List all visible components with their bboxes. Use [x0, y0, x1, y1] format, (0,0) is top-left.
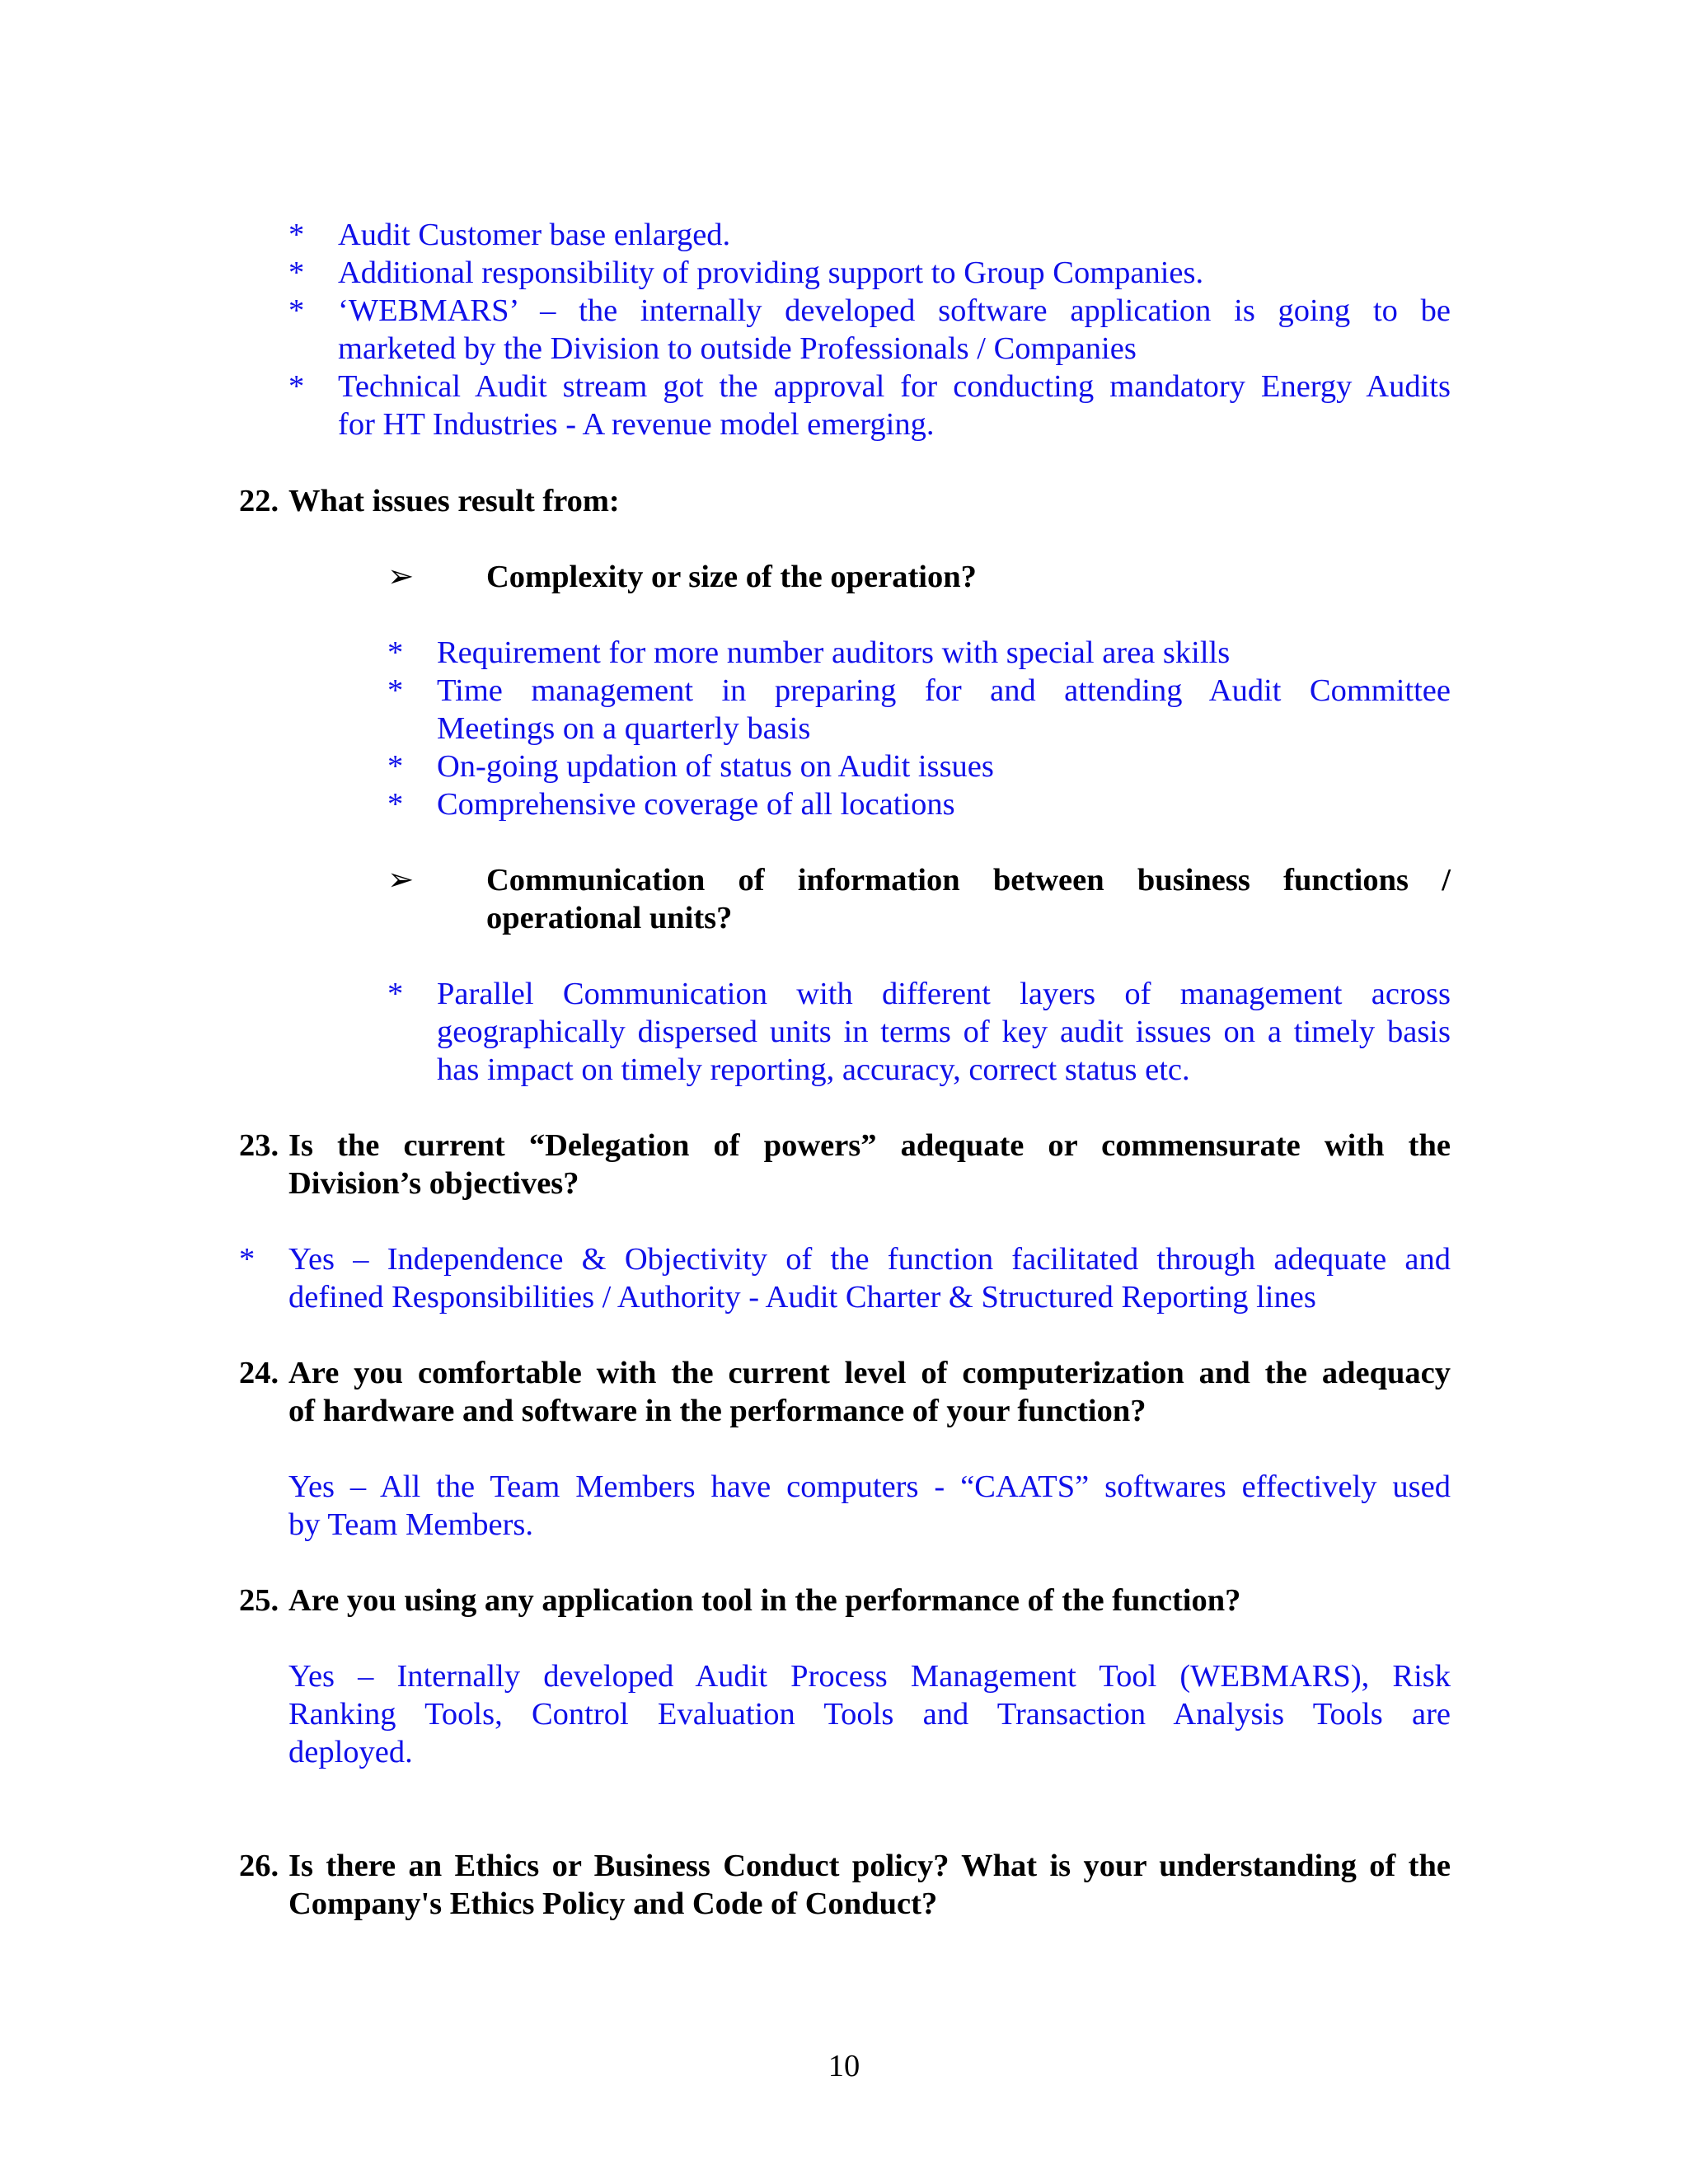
question-title: Are you comfortable with the current level of computerization and the adequacy of hardware and software in the performance of your function? — [288, 1356, 1451, 1428]
question-title: Are you using any application tool in the performance of the function? — [288, 1583, 1241, 1618]
list-item: ‘WEBMARS’ – the internally developed software application is going to be marketed by the Division to outside Professionals / Companies — [338, 293, 1451, 366]
answer-text: Yes – All the Team Members have computers - “CAATS” softwares effectively used by Team Members. — [288, 1469, 1451, 1542]
sub-question-title: Complexity or size of the operation? — [486, 560, 977, 594]
answer-text: Yes – Internally developed Audit Process Management Tool (WEBMARS), Risk Ranking Tools, Control Evaluation Tools and Transaction Analysis Tools are deployed. — [288, 1659, 1451, 1769]
bullet-marker: * — [387, 749, 404, 784]
bullet-marker: * — [387, 673, 404, 708]
question-title: What issues result from: — [288, 484, 620, 518]
bullet-marker: * — [387, 787, 404, 822]
list-item: Parallel Communication with different layers of management across geographically dispersed units in terms of key audit issues on a timely basis has impact on timely reporting, accuracy, correct status etc. — [437, 977, 1451, 1087]
bullet-marker: * — [288, 218, 305, 252]
question-title: Is the current “Delegation of powers” adequate or commensurate with the Division’s objectives? — [288, 1128, 1451, 1201]
bullet-marker: * — [288, 369, 305, 404]
list-item: Additional responsibility of providing support to Group Companies. — [338, 255, 1204, 290]
bullet-marker: * — [288, 255, 305, 290]
arrow-bullet-icon: ➢ — [387, 863, 415, 898]
list-item: On-going updation of status on Audit issues — [437, 749, 994, 784]
list-item: Time management in preparing for and attending Audit Committee Meetings on a quarterly basis — [437, 673, 1451, 746]
question-number: 22. — [239, 484, 279, 518]
bullet-marker: * — [239, 1242, 256, 1277]
bullet-marker: * — [387, 977, 404, 1011]
question-number: 26. — [239, 1849, 279, 1883]
page-number: 10 — [828, 2049, 860, 2083]
question-title: Is there an Ethics or Business Conduct policy? What is your understanding of the Company's Ethics Policy and Code of Conduct? — [288, 1849, 1451, 1921]
bullet-marker: * — [387, 635, 404, 670]
list-item: Technical Audit stream got the approval for conducting mandatory Energy Audits for HT Industries - A revenue model emerging. — [338, 369, 1451, 442]
list-item: Requirement for more number auditors with special area skills — [437, 635, 1231, 670]
list-item: Comprehensive coverage of all locations — [437, 787, 955, 822]
question-number: 23. — [239, 1128, 279, 1163]
list-item: Audit Customer base enlarged. — [338, 218, 731, 252]
sub-question-title: Communication of information between business functions / operational units? — [486, 863, 1451, 935]
question-number: 25. — [239, 1583, 279, 1618]
arrow-bullet-icon: ➢ — [387, 560, 415, 594]
bullet-marker: * — [288, 293, 305, 328]
question-number: 24. — [239, 1356, 279, 1390]
answer-text: Yes – Independence & Objectivity of the function facilitated through adequate and defined Responsibilities / Authority - Audit Charter & Structured Reporting lines — [288, 1242, 1451, 1315]
